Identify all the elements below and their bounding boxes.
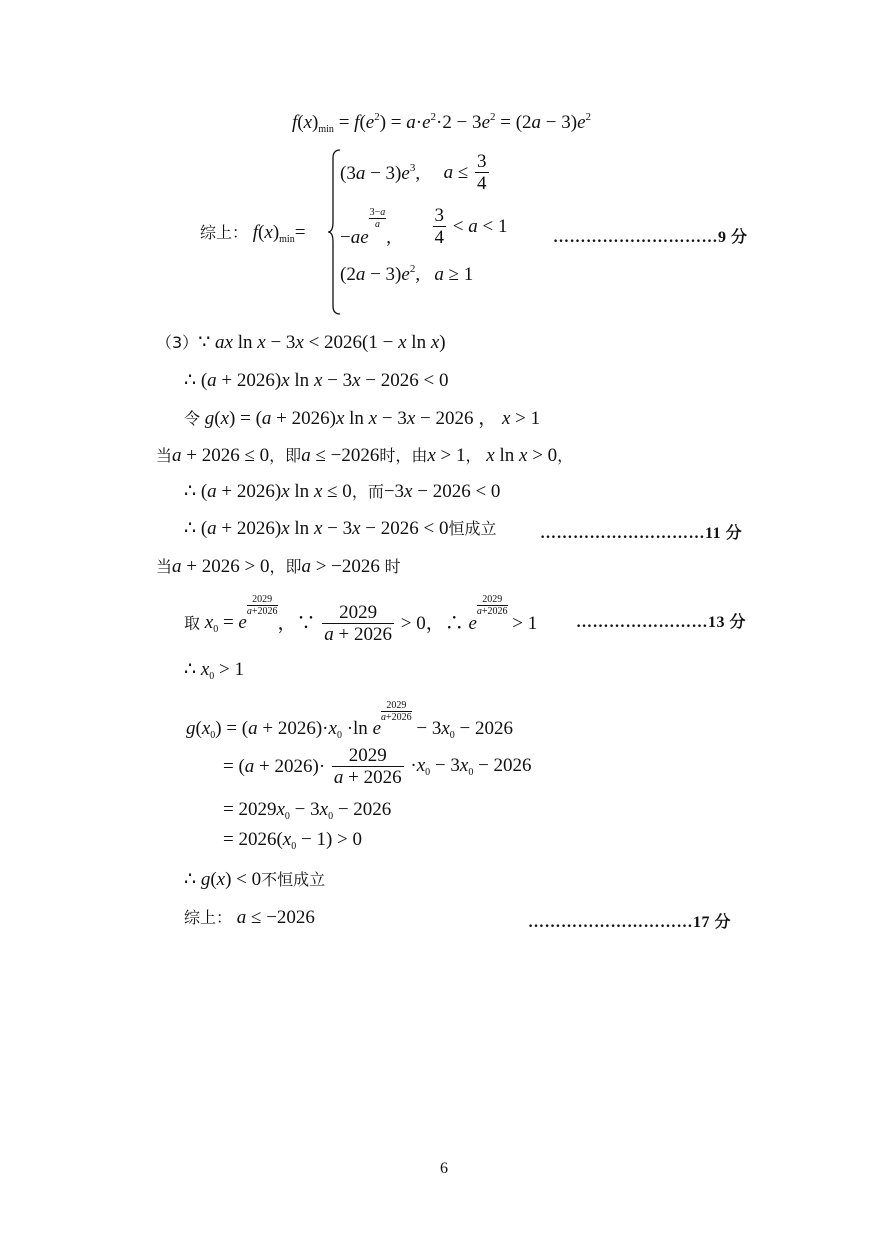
g-line2: = (a + 2026)· $\frac{2029}{a + 2026}$ $\cdot x_0 - 3x_0 - 2026$ <box>223 745 532 788</box>
part3-line5: ∴ (a + 2026)x ln x ≤ 0，而−3x − 2026 < 0 <box>184 481 501 502</box>
case-2: −ae $\frac{3-a}{a}$ , $\frac{3}{4}$ < a < 1 <box>340 205 508 248</box>
final-conclusion: 综上： a ≤ −2026 <box>184 907 315 928</box>
score-9: …………………………9 分 <box>553 229 748 246</box>
part3-line6: ∴ (a + 2026)x ln x − 3x − 2026 < 0恒成立 <box>184 518 497 539</box>
g-line4: = $2026(x_0 - 1) > 0$ <box>223 829 362 852</box>
case-1: $(3a - 3)e^3$, a ≤ $\frac{3}{4}$ <box>340 151 487 194</box>
score-13: ……………………13 分 <box>576 614 747 631</box>
fmin-equation: $f(x)_{min} = f(e^2) = a\cdot e^2\cdot 2 - 3e^2 = (2a - 3)e^2$ <box>292 111 592 135</box>
piecewise-label: 综上： $f(x)_{min}=$ <box>200 222 306 245</box>
part3-line3: 令 g(x) = (a + 2026)x ln x − 3x − 2026 ， x > 1 <box>184 408 541 429</box>
part3-line7: 当a + 2026 > 0，即a > −2026 时 <box>156 556 401 577</box>
part3-line8: 取 $x_0 = e$ $\frac{2029}{a+2026}$ ，∵ $\frac{2029}{a + 2026}$ > 0，∴ e $\frac{2029}{a+2026}$ > 1 <box>184 594 538 646</box>
score-11: …………………………11 分 <box>540 525 743 542</box>
part3-line4: 当a + 2026 ≤ 0，即a ≤ −2026时，由x > 1， x ln x > 0， <box>156 445 574 466</box>
part3-line10: ∴ g(x) < 0不恒成立 <box>184 869 326 890</box>
page-number: 6 <box>440 1160 448 1177</box>
part3-line9: ∴ $x_0 > 1$ <box>184 659 244 682</box>
g-line3: = $2029x_0 - 3x_0 - 2026$ <box>223 799 392 822</box>
part3-line2: ∴ (a + 2026)x ln x − 3x − 2026 < 0 <box>184 370 449 391</box>
case-3: $(2a - 3)e^2$, a ≥ 1 <box>340 263 474 285</box>
part3-intro: （3）∵ ax ln x − 3x < 2026(1 − x ln x) <box>156 332 446 353</box>
g-line1: $g(x_0) = (a + 2026)\cdot x_0 \cdot\ln$ e $\frac{2029}{a+2026}$ − $3x_0 - 2026$ <box>186 700 514 741</box>
score-17: …………………………17 分 <box>528 914 732 931</box>
